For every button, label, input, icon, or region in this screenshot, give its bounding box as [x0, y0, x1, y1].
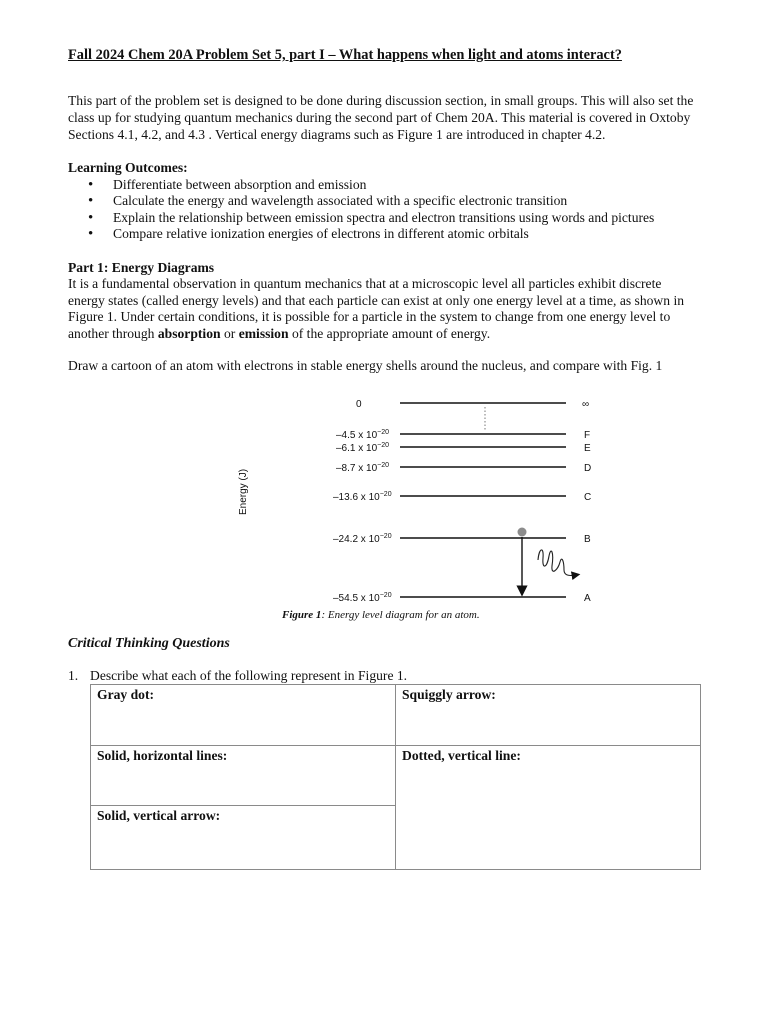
answer-cell-gray-dot[interactable] [91, 685, 396, 746]
question-1 [68, 668, 407, 684]
cell-label: Gray dot: [97, 687, 155, 702]
answer-cell-dotted-vertical[interactable] [396, 746, 701, 870]
cell-label: Solid, horizontal lines: [97, 748, 228, 763]
part1-heading: Part 1: Energy Diagrams [68, 260, 215, 275]
level-value: 0 [356, 399, 362, 410]
level-value: –13.6 x $10^{-20}$ [333, 491, 392, 503]
level-value: –54.5 x $10^{-20}$ [333, 592, 392, 604]
answer-cell-solid-horizontal[interactable] [91, 746, 396, 806]
answer-cell-solid-vertical[interactable] [91, 806, 396, 870]
squiggly-arrow [538, 550, 576, 576]
level-label: E [584, 443, 591, 454]
level-label: D [584, 463, 592, 474]
level-value: –24.2 x $10^{-20}$ [333, 533, 392, 545]
caption-label: Figure 1 [282, 609, 322, 621]
question-number: 1. [68, 668, 79, 683]
level-label: B [584, 534, 591, 545]
level-label: F [584, 430, 591, 441]
answer-cell-squiggly-arrow[interactable] [396, 685, 701, 746]
part1-paragraph [68, 276, 698, 342]
cell-label: Dotted, vertical line: [402, 748, 521, 763]
critical-thinking-heading: Critical Thinking Questions [68, 636, 230, 651]
list-item: • Explain the relationship between emission spectra and electron transitions using words and pictures [68, 210, 654, 226]
gray-dot [518, 528, 527, 537]
part1-text-mid: or [220, 325, 239, 341]
level-label: C [584, 492, 592, 503]
page-title: Fall 2024 Chem 20A Problem Set 5, part I – What happens when light and atoms interact? [68, 47, 622, 63]
list-item: • Calculate the energy and wavelength associated with a specific electronic transition [68, 193, 654, 209]
part1-text-start: It is a fundamental observation in quantum mechanics that at a microscopic level all particles exhibit discrete energy states (called energy levels) and that each particle can exist at only one energy level at a time, as shown in Figure 1. Under certain conditions, it is possible for a particle in the system to change from one energy level to another through [68, 276, 685, 341]
energy-level-diagram [238, 390, 592, 610]
list-item: • Compare relative ionization energies of electrons in different atomic orbitals [68, 226, 654, 242]
answer-table [90, 684, 701, 870]
level-value: –6.1 x $10^{-20}$ [336, 442, 390, 454]
level-label: A [584, 593, 591, 604]
cell-label: Solid, vertical arrow: [97, 808, 221, 823]
level-value: –4.5 x $10^{-20}$ [336, 429, 390, 441]
level-label: ∞ [582, 399, 590, 410]
axis-label: Energy (J) [238, 468, 249, 515]
cell-label: Squiggly arrow: [402, 687, 496, 702]
part1-text-end: of the appropriate amount of energy. [288, 325, 491, 341]
list-item: • Differentiate between absorption and emission [68, 177, 654, 193]
caption-text: : Energy level diagram for an atom. [321, 609, 480, 621]
absorption-term: absorption [157, 325, 221, 341]
question-text: Describe what each of the following represent in Figure 1. [90, 668, 408, 683]
level-value: –8.7 x $10^{-20}$ [336, 462, 390, 474]
figure-caption [282, 609, 480, 621]
intro-paragraph: This part of the problem set is designed to be done during discussion section, in small groups. This will also set the class up for studying quantum mechanics during the second part of Chem 20A. This material is covered in Oxtoby Sections 4.1, 4.2, and 4.3 . Vertical energy diagrams such as Figure 1 are introduced in chapter 4.2. [68, 93, 694, 142]
learning-outcomes-heading: Learning Outcomes: [68, 160, 188, 175]
learning-outcomes-list [68, 177, 654, 242]
draw-prompt: Draw a cartoon of an atom with electrons in stable energy shells around the nucleus, and compare with Fig. 1 [68, 358, 663, 373]
emission-term: emission [238, 325, 289, 341]
